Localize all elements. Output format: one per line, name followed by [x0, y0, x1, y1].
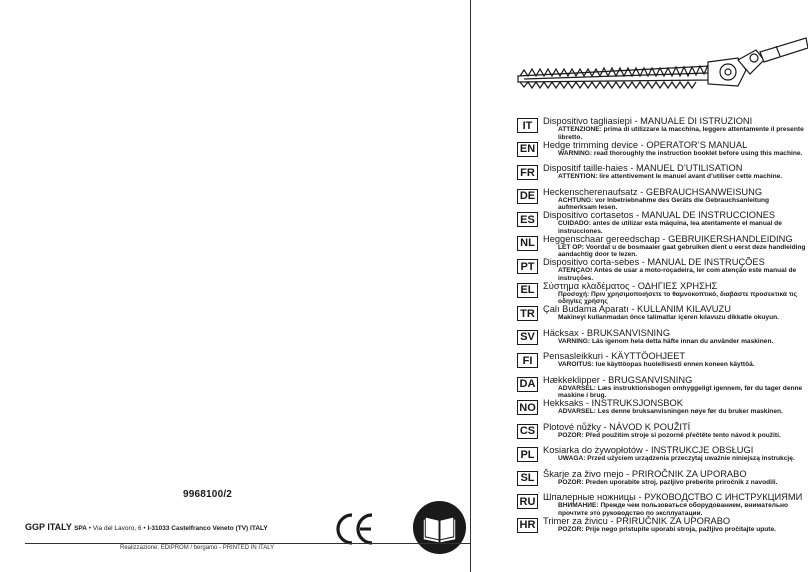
language-code-badge: SL: [517, 471, 538, 486]
language-warning: ADVARSEL: Læs instruktionsbogen omhyggeligt igennem, før du tager denne maskine i brug.: [558, 384, 803, 400]
language-code-badge: EN: [517, 142, 538, 157]
language-title: Škarje za živo mejo - PRIROČNIK ZA UPORABO: [543, 468, 747, 479]
language-row: [517, 210, 807, 234]
language-row: [517, 328, 807, 352]
language-row: [517, 351, 807, 375]
language-row: [517, 469, 807, 493]
language-warning: ATTENZIONE: prima di utilizzare la macchina, leggere attentamente il presente libretto.: [558, 126, 804, 141]
language-row: [517, 445, 807, 469]
language-row: [517, 375, 807, 399]
language-code-badge: NL: [517, 236, 538, 251]
language-warning: Makineyi kullanmadan önce talimatlar içeren kılavuzu dikkatle okuyun.: [558, 314, 779, 321]
company-name: GGP ITALY: [25, 522, 72, 532]
language-title: Hedge trimming device - OPERATOR’S MANUAL: [543, 139, 748, 150]
language-code-badge: HR: [517, 518, 538, 533]
footer-divider: [25, 543, 470, 544]
language-warning: ATENÇAO! Antes de usar a moto-roçadeira, ler com atenção este manual de instruções.: [558, 267, 797, 282]
language-warning: CUIDADO: antes de utilizar esta máquina, lea atentamente el manual de instrucciones.: [558, 220, 782, 235]
language-title: Heckenscherenaufsatz - GEBRAUCHSANWEISUNG: [543, 186, 763, 197]
language-row: [517, 257, 807, 281]
language-row: [517, 281, 807, 305]
language-warning: ADVARSEL: Les denne bruksanvisningen nøye før du bruker maskinen.: [558, 408, 783, 415]
language-code-badge: EL: [517, 283, 538, 298]
language-warning: LET OP: Voordat u de bosmaaier gaat gebruiken dient u eerst deze handleiding aandachtig door te lezen.: [558, 243, 806, 259]
ce-mark-icon: [332, 507, 376, 551]
language-title: Dispositivo tagliasiepi - MANUALE DI ISTRUZIONI: [543, 116, 753, 126]
language-row: [517, 492, 807, 516]
company-suffix: SPA: [74, 525, 87, 532]
language-warning: ВНИМАНИЕ: Прежде чем пользоваться оборудованием, внимательно прочтите это руководство по эксплуатации.: [558, 502, 789, 517]
language-title: Hekksaks - INSTRUKSJONSBOK: [543, 398, 683, 408]
language-warning: VARNING: Läs igenom hela detta häfte innan du använder maskinen.: [558, 337, 774, 345]
language-title: Pensasleikkuri - KÄYTTÖOHJEET: [543, 351, 686, 361]
language-title: Heggenschaar gereedschap - GEBRUIKERSHANDLEIDING: [543, 233, 793, 244]
language-row: [517, 116, 807, 140]
company-city: I-31033 Castelfranco Veneto (TV) ITALY: [147, 525, 268, 532]
print-credit: Realizzazione: EDIPROM / bergamo - PRINTED IN ITALY: [120, 545, 275, 551]
language-warning: Προσοχή: Πριν χρησιμοποιήσετε το θαμνοκοπτικό, διαβάστε προσεκτικά τις οδηγίες χρήσης: [558, 290, 798, 306]
language-warning: ATTENTION: lire attentivement le manuel avant d’utiliser cette machine.: [558, 173, 783, 180]
language-row: [517, 422, 807, 446]
language-row: [517, 516, 807, 540]
language-row: [517, 163, 807, 187]
language-warning: UWAGA: Przed użyciem urządzenia przeczytaj uważnie niniejszą instrukcję.: [558, 455, 795, 462]
language-title: Çalı Budama Aparatı - KULLANIM KILAVUZU: [543, 304, 731, 314]
language-warning: ACHTUNG: vor Inbetriebnahme des Geräts die Gebrauchsanleitung aufmerksam lesen.: [558, 196, 770, 212]
language-title: Plotové nůžky - NÁVOD K POUŽITÍ: [543, 421, 691, 432]
language-code-badge: ES: [517, 212, 538, 227]
language-row: [517, 398, 807, 422]
language-code-badge: SV: [517, 330, 538, 345]
language-row: [517, 140, 807, 164]
read-manual-icon: [412, 500, 467, 555]
language-warning: POZOR: Prije nego pristupite uporabi stroja, pažljivo pročitajte upute.: [558, 525, 776, 533]
language-code-badge: TR: [517, 306, 538, 321]
language-code-badge: DA: [517, 377, 538, 392]
language-title: Trimer za živicu - PRIRUČNIK ZA UPORABO: [543, 515, 731, 526]
language-warning: POZOR: Preden uporabite stroj, pazljivo preberite priročnik z navodili.: [558, 478, 778, 486]
language-code-badge: PL: [517, 447, 538, 462]
language-title: Kosiarka do żywopłotów - INSTRUKCJE OBSŁUGI: [543, 445, 754, 455]
document-code: 9968100/2: [183, 489, 233, 500]
language-title: Hækkeklipper - BRUGSANVISNING: [543, 374, 693, 385]
language-code-badge: CS: [517, 424, 538, 439]
language-title: Dispositif taille-haies - MANUEL D’UTILISATION: [543, 163, 743, 173]
language-row: [517, 187, 807, 211]
language-row: [517, 234, 807, 258]
company-street: • Via del Lavoro, 6 •: [86, 525, 148, 532]
language-row: [517, 304, 807, 328]
language-code-badge: DE: [517, 189, 538, 204]
hedge-trimmer-illustration: [510, 30, 808, 110]
language-title: Häcksax - BRUKSANVISNING: [543, 327, 671, 338]
language-warning: VAROITUS: lue käyttöopas huolellisesti ennen koneen käyttöä.: [558, 361, 755, 368]
language-warning: WARNING: read thoroughly the instruction booklet before using this machine.: [558, 149, 803, 157]
language-title: Dispositivo corta-sebes - MANUAL DE INSTRUÇÕES: [543, 257, 765, 267]
language-title: Σύστημα κλαδέματος - ΟΔΗΓΙΕΣ ΧΡΗΣΗΣ: [543, 280, 718, 291]
language-code-badge: RU: [517, 494, 538, 509]
language-code-badge: FR: [517, 165, 538, 180]
language-code-badge: PT: [517, 259, 538, 274]
language-code-badge: NO: [517, 400, 538, 415]
language-title: Шпалерные ножницы - РУКОВОДСТВО С ИНСТРУКЦИЯМИ: [543, 492, 803, 502]
language-code-badge: IT: [517, 118, 538, 133]
company-address-line: [25, 522, 268, 532]
language-warning: POZOR: Před použitím stroje si pozorně přečtěte tento návod k použití.: [558, 431, 781, 439]
language-list: [517, 116, 807, 539]
language-title: Dispositivo cortasetos - MANUAL DE INSTRUCCIONES: [543, 210, 776, 220]
language-code-badge: FI: [517, 353, 538, 368]
